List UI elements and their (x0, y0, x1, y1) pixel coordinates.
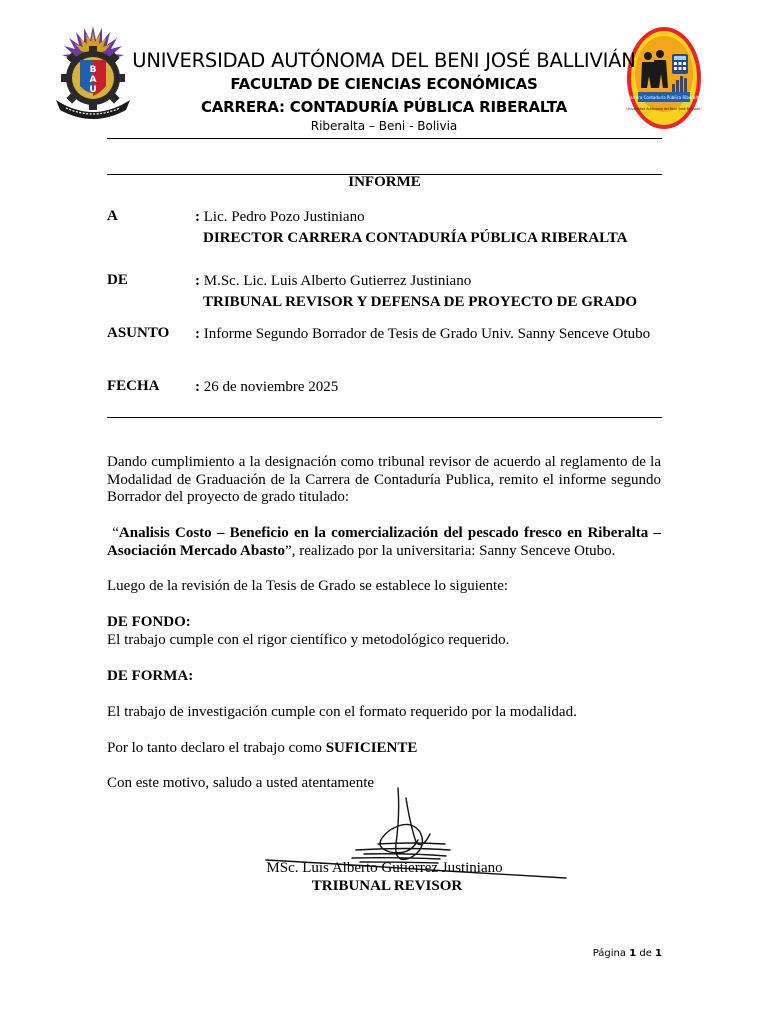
fondo-heading: DE FONDO: (107, 614, 191, 630)
svg-text:A: A (89, 75, 97, 85)
to-field (195, 207, 661, 249)
date-field (195, 377, 661, 398)
svg-text:U: U (89, 85, 97, 95)
signer-name: MSc. Luis Alberto Gutierrez Justiniano (266, 860, 503, 876)
to-role: DIRECTOR CARRERA CONTADURÍA PÚBLICA RIBERALTA (203, 230, 628, 246)
from-label: DE (107, 272, 128, 288)
meta-divider (107, 417, 662, 418)
faculty-name: FACULTAD DE CIENCIAS ECONÓMICAS (230, 75, 538, 93)
date-colon: : (195, 379, 200, 395)
signer-role: TRIBUNAL REVISOR (311, 878, 463, 894)
review-paragraph: Luego de la revisión de la Tesis de Grado se establece lo siguiente: (107, 578, 509, 594)
verdict-paragraph: Por lo tanto declaro el trabajo como SUFICIENTE (107, 740, 418, 756)
to-name: Lic. Pedro Pozo Justiniano (203, 209, 365, 225)
header-divider (107, 138, 662, 139)
subject-text: Informe Segundo Borrador de Tesis de Grado Univ. Sanny Senceve Otubo (203, 326, 651, 342)
svg-text:Carrera Contaduría Pública Rib: Carrera Contaduría Pública Riberalta (627, 95, 701, 100)
svg-text:Universidad Autónoma del Beni: Universidad Autónoma del Beni "José Ballivián" (626, 107, 702, 111)
date-text: 26 de noviembre 2025 (203, 379, 339, 395)
project-author: , realizado por la universitaria: Sanny Senceve Otubo. (291, 542, 616, 559)
subject-label: ASUNTO (107, 325, 170, 341)
subject-field (195, 324, 661, 345)
date-label: FECHA (107, 378, 160, 394)
from-role: TRIBUNAL REVISOR Y DEFENSA DE PROYECTO DE GRADO (203, 294, 638, 310)
project-title: Analisis Costo – Beneficio en la comercialización del pescado fresco en Riberalta – Asociación Mercado Abasto (107, 525, 661, 559)
closing-paragraph: Con este motivo, saludo a usted atentamente (107, 775, 375, 791)
to-colon: : (195, 209, 200, 225)
subject-colon: : (195, 326, 200, 342)
location-text: Riberalta – Beni - Bolivia (310, 119, 458, 133)
fondo-text: El trabajo cumple con el rigor científico y metodológico requerido. (107, 632, 510, 648)
from-colon: : (195, 273, 200, 289)
university-name: UNIVERSIDAD AUTÓNOMA DEL BENI JOSÉ BALLIVIÁN (132, 49, 636, 72)
from-field (195, 271, 661, 313)
page-number: Página 1 de 1 (592, 948, 662, 959)
to-label: A (107, 208, 118, 224)
forma-text: El trabajo de investigación cumple con el formato requerido por la modalidad. (107, 704, 577, 720)
svg-text:B: B (89, 65, 97, 75)
project-paragraph: “Analisis Costo – Beneficio en la comercialización del pescado fresco en Riberalta – Asociación Mercado Abasto”, realizado por la universitaria: Sanny Senceve Otubo. (107, 525, 661, 559)
forma-heading: DE FORMA: (107, 668, 194, 684)
career-name: CARRERA: CONTADURÍA PÚBLICA RIBERALTA (200, 98, 568, 116)
from-name: M.Sc. Lic. Luis Alberto Gutierrez Justiniano (203, 273, 472, 289)
verdict: SUFICIENTE (325, 740, 418, 756)
document-title: INFORME (348, 174, 421, 190)
intro-paragraph: Dando cumplimiento a la designación como tribunal revisor de acuerdo al reglamento de la Modalidad de Graduación de la Carrera de Contaduría Publica, remito el informe segundo Borrador del proyecto de grado titulado: (107, 454, 661, 505)
